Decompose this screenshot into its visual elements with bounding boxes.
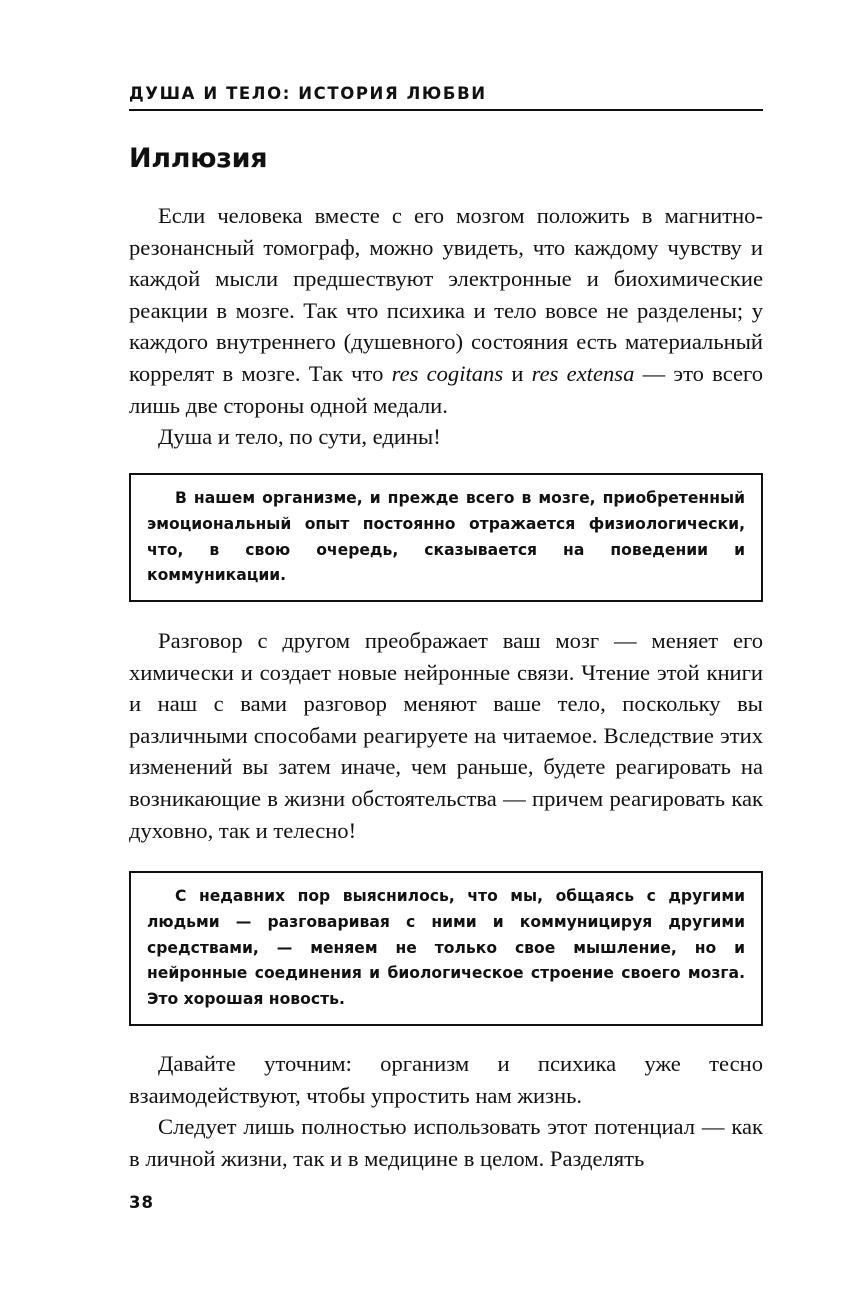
latin-term-res-cogitans: res cogitans	[391, 360, 504, 386]
page-number: 38	[129, 1193, 154, 1212]
callout-text-1: В нашем организме, и прежде всего в мозге, приобретенный эмоциональный опыт постоянно отражается физиологически, что, в свою очередь, сказывается на поведении и коммуникации.	[147, 489, 745, 585]
closing-paragraph-2: Следует лишь полностью использовать этот потенциал — как в личной жизни, так и в медицине в целом. Разделять	[129, 1114, 763, 1171]
intro-text	[129, 200, 763, 453]
header-rule	[129, 109, 763, 111]
callout-box-2	[129, 871, 763, 1026]
section-title: Иллюзия	[129, 143, 268, 174]
running-head: ДУША И ТЕЛО: ИСТОРИЯ ЛЮБВИ	[129, 84, 487, 103]
middle-paragraph-1: Разговор с другом преображает ваш мозг — меняет его химически и создает новые нейронные связи. Чтение этой книги и наш с вами разговор меняют ваше тело, поскольку вы различными способами реагируете на читаемое. Вследствие этих изменений вы затем иначе, чем раньше, будете реагировать на возникающие в жизни обстоятельства — причем реагировать как духовно, так и телесно!	[129, 628, 763, 843]
latin-term-res-extensa: res extensa	[531, 360, 635, 386]
closing-paragraph-1: Давайте уточним: организм и психика уже тесно взаимодействуют, чтобы упростить нам жизнь.	[129, 1051, 763, 1108]
intro-paragraph-2: Душа и тело, по сути, едины!	[158, 424, 441, 450]
closing-text	[129, 1048, 763, 1174]
middle-text	[129, 625, 763, 846]
callout-box-1	[129, 473, 763, 602]
intro-paragraph-1: Если человека вместе с его мозгом положить в магнитно-резонансный томограф, можно увидеть, что каждому чувству и каждой мысли предшествуют электронные и биохимические реакции в мозге. Так что психика и тело вовсе не разделены; у каждого внутреннего (душевного) состояния есть материальный коррелят в мозге. Так что res cogitans и res extensa — это всего лишь две стороны одной медали.	[129, 203, 764, 418]
callout-text-2: С недавних пор выяснилось, что мы, общаясь с другими людьми — разговаривая с ними и коммуницируя другими средствами, — меняем не только свое мышление, но и нейронные соединения и биологическое строение своего мозга. Это хорошая новость.	[147, 887, 745, 1009]
